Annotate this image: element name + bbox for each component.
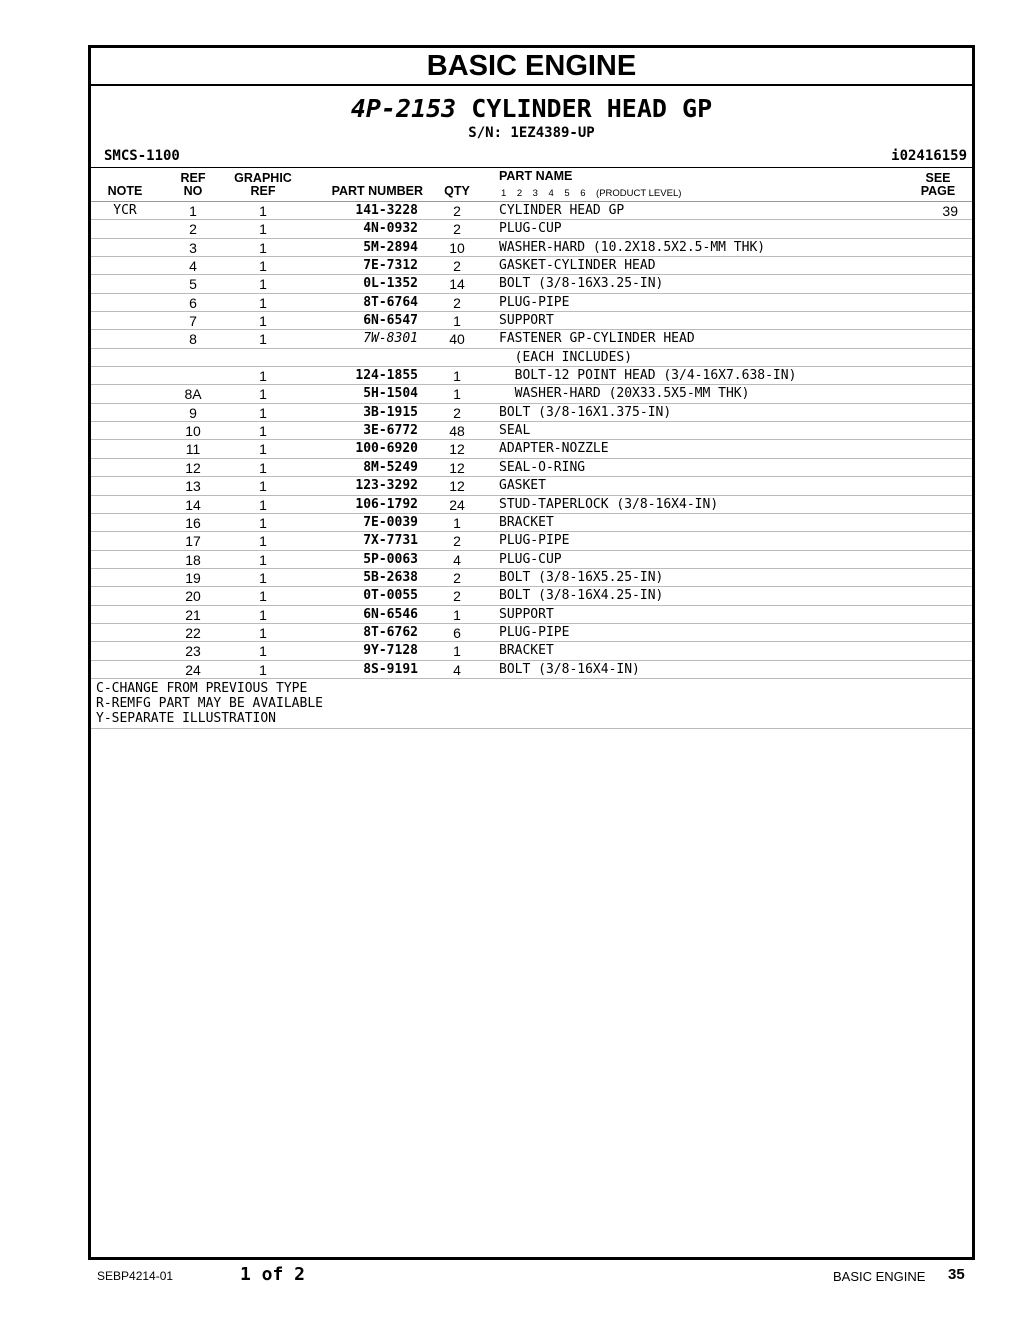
quantity-cell: 10	[449, 239, 465, 256]
ref-number-cell: 18	[185, 551, 201, 568]
table-row	[91, 606, 972, 624]
table-row	[91, 514, 972, 532]
ref-number-cell: 5	[189, 276, 197, 293]
table-row	[91, 385, 972, 403]
col-part-number: PART NUMBER	[331, 184, 423, 198]
graphic-ref-cell: 1	[259, 331, 267, 348]
part-name-cell: PLUG-CUP	[499, 551, 562, 567]
part-number-link[interactable]: 123-3292	[355, 478, 418, 494]
part-number-link[interactable]: 8T-6762	[363, 624, 418, 640]
part-name-cell: PLUG-PIPE	[499, 624, 570, 640]
part-number-link[interactable]: 106-1792	[355, 496, 418, 512]
col-see-page: SEE PAGE	[920, 171, 956, 198]
ref-number-cell: 23	[185, 643, 201, 660]
quantity-cell: 2	[453, 203, 461, 219]
part-name-cell: SUPPORT	[499, 606, 554, 622]
graphic-ref-cell: 1	[259, 203, 267, 219]
graphic-ref-cell: 1	[259, 551, 267, 568]
table-row	[91, 496, 972, 514]
quantity-cell: 12	[449, 441, 465, 458]
product-levels: 1 2 3 4 5 6 (PRODUCT LEVEL)	[501, 188, 682, 199]
graphic-ref-cell: 1	[259, 569, 267, 586]
document-id: i02416159	[891, 148, 967, 164]
part-name-cell: BOLT (3/8-16X3.25-IN)	[499, 276, 664, 292]
table-row	[91, 294, 972, 312]
part-number-link[interactable]: 0L-1352	[363, 276, 418, 292]
ref-number-cell: 17	[185, 533, 201, 550]
part-number-link[interactable]: 5P-0063	[363, 551, 418, 567]
part-name-cell: WASHER-HARD (20X33.5X5-MM THK)	[499, 386, 750, 402]
group-part-number[interactable]: 4P-2153	[350, 94, 457, 123]
ref-number-cell: 4	[189, 258, 197, 275]
graphic-ref-cell: 1	[259, 404, 267, 421]
graphic-ref-cell: 1	[259, 514, 267, 531]
part-name-cell: BOLT (3/8-16X4-IN)	[499, 661, 640, 677]
table-row	[91, 624, 972, 642]
part-name-cell: GASKET	[499, 478, 546, 494]
quantity-cell: 2	[453, 533, 461, 550]
part-number-link[interactable]: 5B-2638	[363, 569, 418, 585]
quantity-cell: 1	[453, 606, 461, 623]
quantity-cell: 1	[453, 368, 461, 385]
quantity-cell: 12	[449, 478, 465, 495]
part-number-link[interactable]: 5M-2894	[363, 239, 418, 255]
table-row	[91, 220, 972, 238]
part-name-cell: SUPPORT	[499, 313, 554, 329]
graphic-ref-cell: 1	[259, 276, 267, 293]
quantity-cell: 6	[453, 624, 461, 641]
graphic-ref-cell: 1	[259, 423, 267, 440]
graphic-ref-cell: 1	[259, 459, 267, 476]
part-name-cell: BOLT (3/8-16X4.25-IN)	[499, 588, 664, 604]
graphic-ref-cell: 1	[259, 478, 267, 495]
table-row	[91, 422, 972, 440]
quantity-cell: 12	[449, 459, 465, 476]
part-name-cell: BOLT (3/8-16X5.25-IN)	[499, 569, 664, 585]
quantity-cell: 40	[449, 331, 465, 348]
table-row	[91, 477, 972, 495]
ref-number-cell: 21	[185, 606, 201, 623]
quantity-cell: 4	[453, 661, 461, 678]
ref-number-cell: 8A	[184, 386, 202, 403]
quantity-cell: 2	[453, 588, 461, 605]
part-number-link[interactable]: 4N-0932	[363, 221, 418, 237]
quantity-cell: 2	[453, 404, 461, 421]
part-name-cell: CYLINDER HEAD GP	[499, 203, 625, 218]
graphic-ref-cell: 1	[259, 313, 267, 330]
quantity-cell: 4	[453, 551, 461, 568]
part-name-cell: PLUG-CUP	[499, 221, 562, 237]
table-row	[91, 275, 972, 293]
col-ref: REF NO	[180, 171, 206, 198]
part-number-link[interactable]: 124-1855	[355, 368, 418, 384]
part-name-cell: BOLT (3/8-16X1.375-IN)	[499, 404, 672, 420]
table-row	[91, 569, 972, 587]
part-name-cell: WASHER-HARD (10.2X18.5X2.5-MM THK)	[499, 239, 766, 255]
table-row	[91, 551, 972, 569]
legend-item: C-CHANGE FROM PREVIOUS TYPE	[96, 680, 308, 696]
quantity-cell: 24	[449, 496, 465, 513]
quantity-cell: 2	[453, 258, 461, 275]
table-row	[91, 587, 972, 605]
smcs-code: SMCS-1100	[104, 148, 180, 164]
part-number-link[interactable]: 5H-1504	[363, 386, 418, 402]
meta-row	[91, 146, 972, 168]
ref-number-cell: 12	[185, 459, 201, 476]
ref-number-cell: 11	[185, 441, 201, 458]
legend	[91, 679, 972, 729]
part-number-link[interactable]: 3E-6772	[363, 423, 418, 439]
table-row	[91, 367, 972, 385]
part-name-cell: SEAL	[499, 423, 531, 439]
graphic-ref-cell: 1	[259, 624, 267, 641]
ref-number-cell: 2	[189, 221, 197, 238]
graphic-ref-cell: 1	[259, 239, 267, 256]
legend-item: R-REMFG PART MAY BE AVAILABLE	[96, 695, 323, 711]
part-number-link[interactable]: 7E-0039	[363, 514, 418, 530]
table-row	[91, 202, 972, 220]
part-name-cell: SEAL-O-RING	[499, 459, 586, 475]
ref-number-cell: 22	[185, 624, 201, 641]
quantity-cell: 1	[453, 386, 461, 403]
see-page-link[interactable]: 39	[942, 203, 958, 219]
col-graphic-ref: GRAPHIC REF	[234, 171, 292, 198]
graphic-ref-cell: 1	[259, 661, 267, 678]
table-row	[91, 312, 972, 330]
graphic-ref-cell: 1	[259, 258, 267, 275]
ref-number-cell: 20	[185, 588, 201, 605]
footer-page-number: 35	[948, 1266, 965, 1283]
ref-number-cell: 19	[185, 569, 201, 586]
ref-number-cell: 14	[185, 496, 201, 513]
quantity-cell: 2	[453, 294, 461, 311]
quantity-cell: 48	[449, 423, 465, 440]
serial-range: S/N: 1EZ4389-UP	[468, 125, 595, 141]
ref-number-cell: 16	[185, 514, 201, 531]
col-part-name: PART NAME	[499, 169, 573, 183]
part-name-cell: GASKET-CYLINDER HEAD	[499, 258, 656, 274]
graphic-ref-cell: 1	[259, 533, 267, 550]
table-row	[91, 532, 972, 550]
graphic-ref-cell: 1	[259, 294, 267, 311]
table-row	[91, 642, 972, 660]
part-name-cell: BRACKET	[499, 514, 554, 530]
quantity-cell: 2	[453, 569, 461, 586]
part-name-cell: PLUG-PIPE	[499, 533, 570, 549]
part-name-cell: ADAPTER-NOZZLE	[499, 441, 609, 457]
ref-number-cell: 6	[189, 294, 197, 311]
part-name-cell: FASTENER GP-CYLINDER HEAD	[499, 331, 695, 347]
part-number-link[interactable]: 3B-1915	[363, 404, 418, 420]
part-name-cell: BRACKET	[499, 643, 554, 659]
graphic-ref-cell: 1	[259, 643, 267, 660]
quantity-cell: 14	[449, 276, 465, 293]
ref-number-cell: 10	[185, 423, 201, 440]
col-note: NOTE	[107, 184, 143, 198]
part-number-link[interactable]: 7W-8301	[363, 331, 418, 347]
quantity-cell: 2	[453, 221, 461, 238]
col-qty: QTY	[444, 184, 470, 198]
graphic-ref-cell: 1	[259, 441, 267, 458]
graphic-ref-cell: 1	[259, 588, 267, 605]
graphic-ref-cell: 1	[259, 496, 267, 513]
table-row	[91, 459, 972, 477]
note-cell: YCR	[113, 203, 137, 218]
graphic-ref-cell: 1	[259, 386, 267, 403]
ref-number-cell: 24	[185, 661, 201, 678]
parts-list-frame	[88, 45, 975, 1260]
part-number-link[interactable]: 9Y-7128	[363, 643, 418, 659]
part-number-link[interactable]: 8T-6764	[363, 294, 418, 310]
part-number-link[interactable]: 7E-7312	[363, 258, 418, 274]
ref-number-cell: 9	[189, 404, 197, 421]
ref-number-cell: 8	[189, 331, 197, 348]
part-number-link[interactable]: 8M-5249	[363, 459, 418, 475]
section-title: BASIC ENGINE	[91, 48, 972, 86]
ref-number-cell: 3	[189, 239, 197, 256]
quantity-cell: 1	[453, 643, 461, 660]
footer-document-number: SEBP4214-01	[97, 1269, 174, 1283]
table-row	[91, 349, 972, 367]
ref-number-cell: 7	[189, 313, 197, 330]
table-row	[91, 239, 972, 257]
part-name-cell: (EACH INCLUDES)	[499, 349, 633, 365]
part-name-cell: BOLT-12 POINT HEAD (3/4-16X7.638-IN)	[499, 368, 797, 384]
part-number-link[interactable]: 0T-0055	[363, 588, 418, 604]
parts-table-body	[91, 202, 972, 679]
graphic-ref-cell: 1	[259, 221, 267, 238]
quantity-cell: 1	[453, 514, 461, 531]
part-number-link[interactable]: 6N-6546	[363, 606, 418, 622]
part-number-link[interactable]: 6N-6547	[363, 313, 418, 329]
footer-page-of: 1 of 2	[240, 1264, 306, 1285]
quantity-cell: 1	[453, 313, 461, 330]
table-row	[91, 257, 972, 275]
part-number-link[interactable]: 100-6920	[355, 441, 418, 457]
table-row	[91, 661, 972, 679]
ref-number-cell: 13	[185, 478, 201, 495]
part-name-cell: STUD-TAPERLOCK (3/8-16X4-IN)	[499, 496, 719, 512]
part-number-link[interactable]: 141-3228	[355, 203, 418, 218]
graphic-ref-cell: 1	[259, 368, 267, 385]
table-header	[91, 168, 972, 202]
group-title	[91, 94, 972, 124]
ref-number-cell: 1	[189, 203, 197, 219]
legend-item: Y-SEPARATE ILLUSTRATION	[96, 710, 277, 726]
table-row	[91, 330, 972, 348]
table-row	[91, 404, 972, 422]
part-number-link[interactable]: 7X-7731	[363, 533, 418, 549]
table-row	[91, 440, 972, 458]
footer-section: BASIC ENGINE	[833, 1269, 926, 1284]
part-number-link[interactable]: 8S-9191	[363, 661, 418, 677]
part-name-cell: PLUG-PIPE	[499, 294, 570, 310]
group-name: CYLINDER HEAD GP	[471, 94, 713, 123]
graphic-ref-cell: 1	[259, 606, 267, 623]
